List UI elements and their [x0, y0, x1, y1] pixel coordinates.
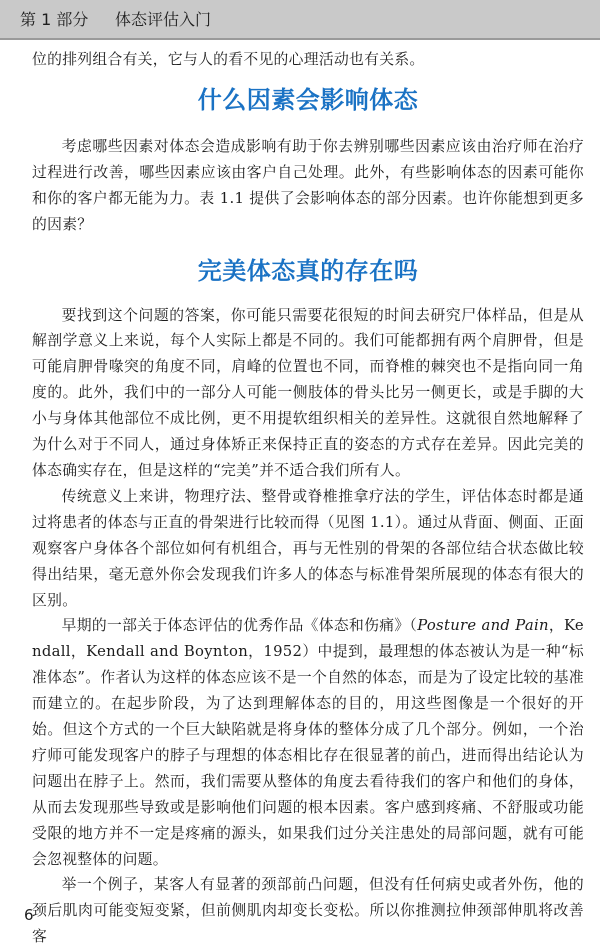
perfect-posture-paragraph-3	[32, 613, 584, 872]
header-rule	[0, 38, 600, 40]
section-factors-paragraph: 考虑哪些因素对体态会造成影响有助于你去辨别哪些因素应该由治疗师在治疗过程进行改善，哪些因素应该由客户自己处理。此外，有些影响体态的因素可能你和你的客户都无能为力。表 1.1 提供了会影响体态的部分因素。也许你能想到更多的因素？	[32, 137, 584, 233]
perfect-posture-paragraph-4: 举一个例子，某客人有显著的颈部前凸问题，但没有任何病史或者外伤，他的颈后肌肉可能变短变紧，但前侧肌肉却变长变松。所以你推测拉伸颈部伸肌将改善客	[32, 876, 584, 946]
perfect-posture-paragraph-2: 传统意义上来讲，物理疗法、整骨或脊椎推拿疗法的学生，评估体态时都是通过将患者的体态与正直的骨架进行比较而得（见图 1.1）。通过从背面、侧面、正面观察客户身体各个部位如何有机组合，再与无性别的骨架的各部位结合状态做比较得出结果，毫无意外你会发现我们许多人的体态与标准骨架所展现的体态有很大的区别。	[32, 487, 584, 609]
page-body	[32, 47, 584, 950]
perfect-posture-paragraph-1: 要找到这个问题的答案，你可能只需要花很短的时间去研究尸体样品，但是从解剖学意义上来说，每个人实际上都是不同的。我们可能都拥有两个肩胛骨，但是可能肩胛骨喙突的角度不同，肩峰的位置也不同，而脊椎的棘突也不是指向同一角度的。此外，我们中的一部分人可能一侧肢体的骨头比另一侧更长，或是手脚的大小与身体其他部位不成比例，更不用提软组织相关的差异性。这就很自然地解释了为什么对于不同人，通过身体矫正来保持正直的姿态的方式存在差异。因此完美的体态确实存在，但是这样的“完美”并不适合我们所有人。	[32, 306, 584, 479]
section-heading-perfect-posture: 完美体态真的存在吗	[197, 256, 419, 285]
book-title-italic: Posture and Pain	[417, 617, 549, 635]
paragraph-3-rest: ，Kendall，Kendall and Boynton，1952）中提到，最理想的体态被认为是一种“标准体态”。作者认为这样的体态应该不是一个自然的体态，而是为了设定比较的基准而建立的。在起步阶段，为了达到理解体态的目的，用这些图像是一个很好的开始。但这个方式的一个巨大缺陷就是将身体的整体分成了几个部分。例如，一个治疗师可能发现客户的脖子与理想的体态相比存在很显著的前凸，进而得出结论认为问题出在脖子上。然而，我们需要从整体的角度去看待我们的客户和他们的身体，从而去发现那些导致或是影响他们问题的根本因素。客户感到疼痛、不舒服或功能受限的地方并不一定是疼痛的源头，如果我们过分关注患处的局部问题，就有可能会忽视整体的问题。	[32, 617, 584, 868]
header-part-label: 第 1 部分	[20, 10, 89, 29]
header-part-title: 体态评估入门	[115, 10, 212, 29]
intro-continuation: 位的排列组合有关，它与人的看不见的心理活动也有关系。	[32, 51, 425, 68]
running-header	[0, 0, 600, 40]
page-number: 6	[24, 906, 34, 924]
paragraph-3-lead: 早期的一部关于体态评估的优秀作品《体态和伤痛》（	[61, 617, 418, 635]
section-heading-factors: 什么因素会影响体态	[197, 85, 419, 114]
